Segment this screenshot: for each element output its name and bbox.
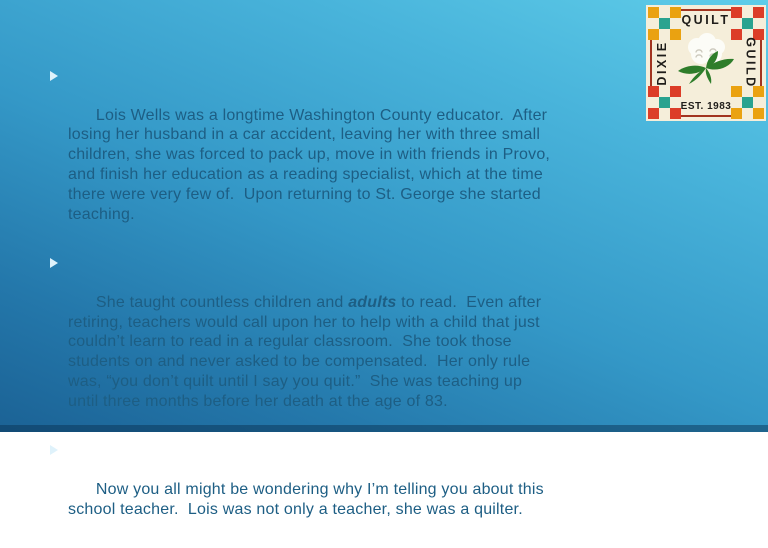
logo-word-guild: GUILD: [743, 37, 757, 89]
dixie-quilt-guild-logo: [646, 5, 766, 121]
paragraph-text: Lois Wells was a longtime Washington County educator. After losing her husband in a car accident, leaving her with three small children, she was forced to pack up, move in with friends in Provo, and finish her education as a reading specialist, which at the time there were very few of. Upon returning to St. George she started teaching.: [68, 106, 555, 223]
bullet-item: [48, 440, 553, 539]
bottom-edge-strip: [0, 425, 768, 432]
patch-cell: [659, 29, 670, 40]
logo-word-dixie: DIXIE: [655, 40, 669, 86]
bullet-item: [48, 66, 553, 244]
patch-cell: [648, 29, 659, 40]
bullet-triangle-icon: [50, 71, 58, 81]
patch-cell: [648, 86, 659, 97]
cotton-boll-icon: [672, 32, 740, 92]
logo-word-est-1983: EST. 1983: [680, 101, 732, 112]
paragraph-text-after: to read. Even after retiring, teachers would call upon her to help with a child that just couldn’t learn to read in a regular classroom. She took those students on and never asked to be compensated. Her only rule was, “you don’t quilt until I say you quit.” She was teaching up until three months before her death at the age of 83.: [68, 293, 546, 410]
bullet-triangle-icon: [50, 258, 58, 268]
bullet-triangle-icon: [50, 445, 58, 455]
slide-body: [48, 66, 553, 548]
logo-word-quilt: QUILT: [681, 13, 731, 27]
paragraph-text-before: She taught countless children and: [95, 293, 349, 311]
patch-cell: [659, 86, 670, 97]
bullet-item: [48, 253, 553, 431]
paragraph-text: Now you all might be wondering why I’m telling you about this school teacher. Lois was not only a teacher, she was a quilter.: [68, 480, 549, 518]
paragraph-text: [68, 294, 546, 410]
emphasized-word: adults: [348, 293, 397, 311]
